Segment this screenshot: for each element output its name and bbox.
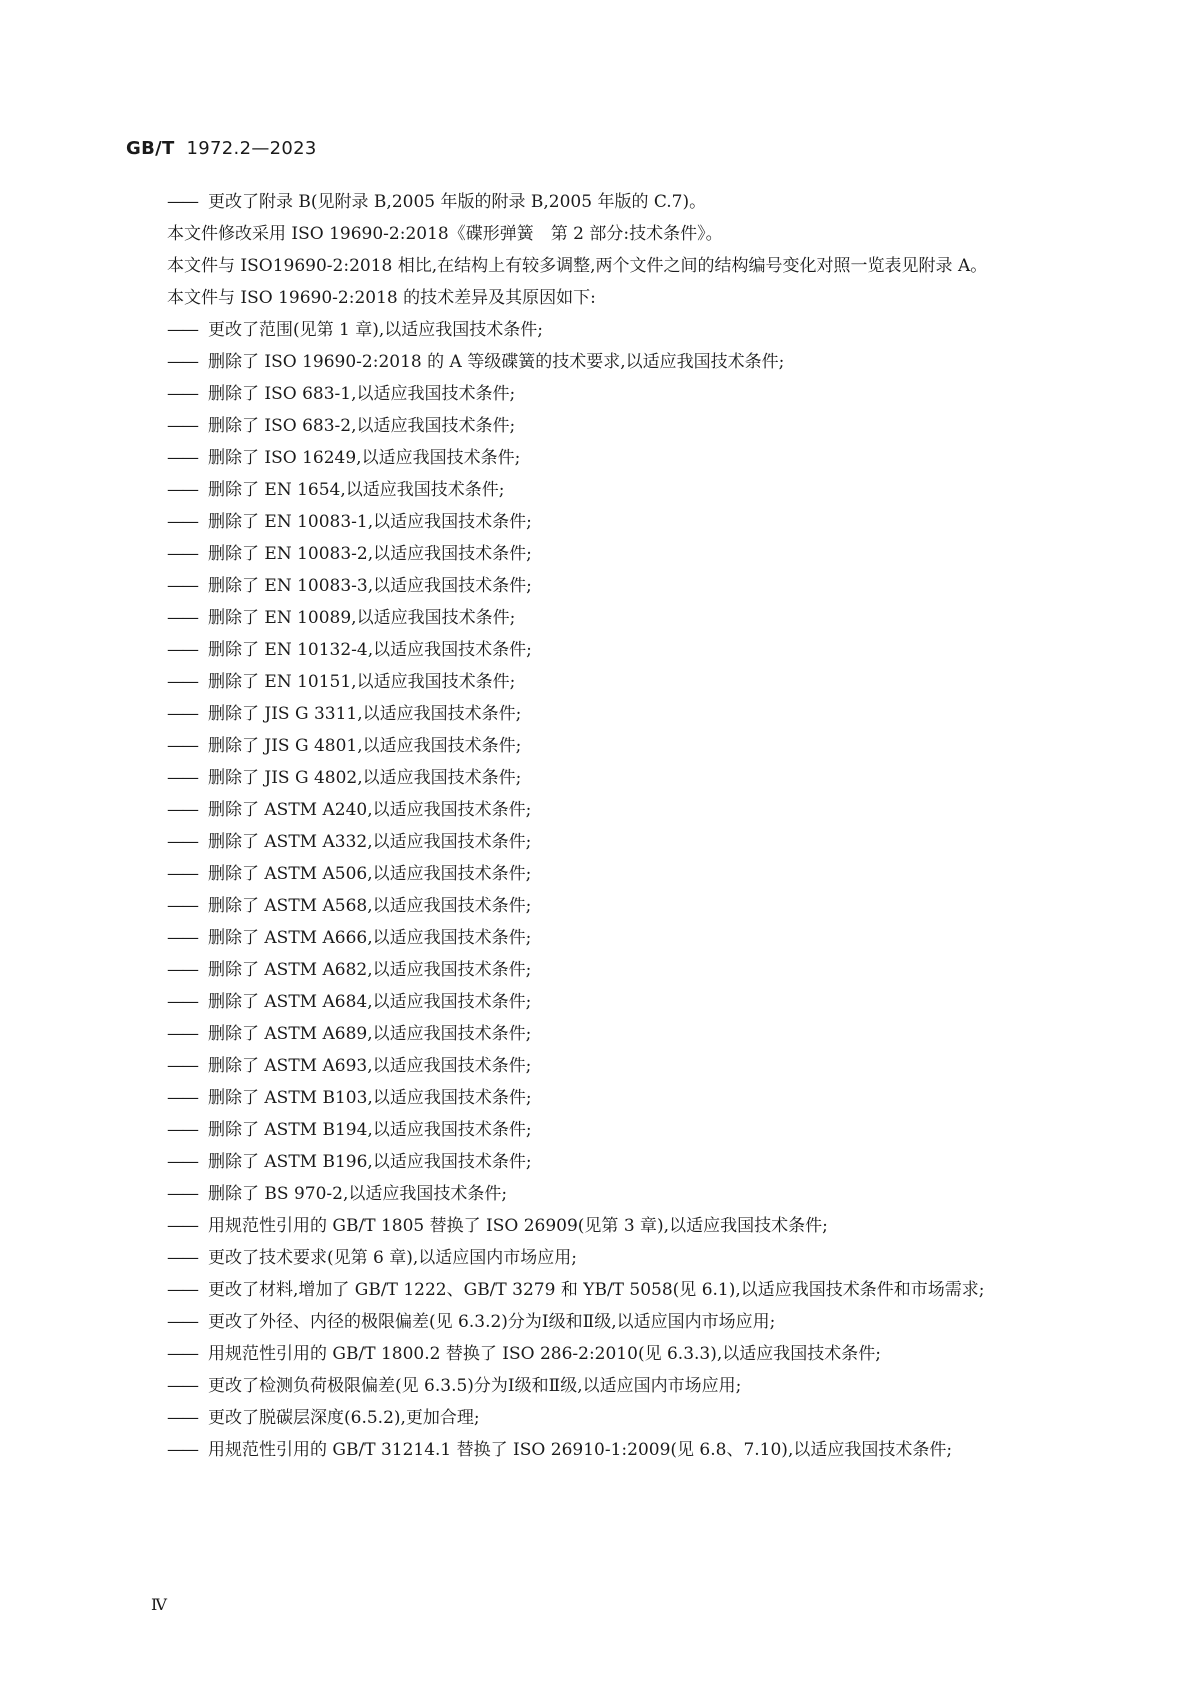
list-dash: ——: [167, 1280, 197, 1300]
list-item-text: 用规范性引用的 GB/T 1800.2 替换了 ISO 286-2:2010(见 6.3.3),以适应我国技术条件;: [208, 1344, 881, 1364]
list-dash: ——: [167, 192, 197, 212]
list-dash: ——: [167, 448, 197, 468]
paragraph: 本文件修改采用 ISO 19690-2:2018《碟形弹簧 第 2 部分:技术条件》。: [167, 224, 723, 244]
list-dash: ——: [167, 1088, 197, 1108]
list-dash: ——: [167, 1216, 197, 1236]
list-item: [167, 314, 1047, 346]
list-item: [167, 1050, 1047, 1082]
list-dash: ——: [167, 1344, 197, 1364]
list-dash: ——: [167, 480, 197, 500]
list-item-text: 删除了 ASTM A240,以适应我国技术条件;: [208, 800, 532, 820]
list-dash: ——: [167, 1184, 197, 1204]
list-item-text: 删除了 JIS G 4801,以适应我国技术条件;: [208, 736, 522, 756]
list-dash: ——: [167, 1248, 197, 1268]
list-item: [167, 1178, 1047, 1210]
list-item: [167, 858, 1047, 890]
list-dash: ——: [167, 896, 197, 916]
list-item: [167, 666, 1047, 698]
standard-number: 1972.2—2023: [186, 138, 317, 159]
list-item-text: 删除了 ASTM A332,以适应我国技术条件;: [208, 832, 532, 852]
list-item-text: 删除了 ISO 683-1,以适应我国技术条件;: [208, 384, 516, 404]
list-dash: ——: [167, 960, 197, 980]
list-dash: ——: [167, 1312, 197, 1332]
list-item: [167, 890, 1047, 922]
list-item-text: 删除了 ASTM A506,以适应我国技术条件;: [208, 864, 532, 884]
list-item-text: 删除了 EN 10083-2,以适应我国技术条件;: [208, 544, 532, 564]
standard-code: GB/T: [126, 138, 175, 159]
list-item: [167, 1210, 1047, 1242]
list-item-text: 删除了 EN 10089,以适应我国技术条件;: [208, 608, 516, 628]
list-dash: ——: [167, 704, 197, 724]
list-item-text: 用规范性引用的 GB/T 1805 替换了 ISO 26909(见第 3 章),以适应我国技术条件;: [208, 1216, 828, 1236]
paragraph: 本文件与 ISO19690-2:2018 相比,在结构上有较多调整,两个文件之间的结构编号变化对照一览表见附录 A。: [167, 256, 988, 276]
list-item: [167, 1402, 1047, 1434]
list-item-text: 删除了 ISO 16249,以适应我国技术条件;: [208, 448, 521, 468]
list-dash: ——: [167, 1376, 197, 1396]
list-dash: ——: [167, 576, 197, 596]
list-item-text: 删除了 ASTM A568,以适应我国技术条件;: [208, 896, 532, 916]
list-item-text: 用规范性引用的 GB/T 31214.1 替换了 ISO 26910-1:2009(见 6.8、7.10),以适应我国技术条件;: [208, 1440, 953, 1460]
list-dash: ——: [167, 352, 197, 372]
list-item-text: 删除了 EN 10083-1,以适应我国技术条件;: [208, 512, 532, 532]
list-item-text: 删除了 EN 10083-3,以适应我国技术条件;: [208, 576, 532, 596]
list-dash: ——: [167, 672, 197, 692]
list-item: [167, 410, 1047, 442]
list-item: [167, 794, 1047, 826]
list-item-text: 删除了 JIS G 3311,以适应我国技术条件;: [208, 704, 522, 724]
list-item-text: 更改了外径、内径的极限偏差(见 6.3.2)分为Ⅰ级和Ⅱ级,以适应国内市场应用;: [208, 1312, 776, 1332]
list-item-text: 删除了 BS 970-2,以适应我国技术条件;: [208, 1184, 508, 1204]
list-dash: ——: [167, 992, 197, 1012]
list-dash: ——: [167, 320, 197, 340]
list-item: [167, 922, 1047, 954]
list-dash: ——: [167, 832, 197, 852]
list-item-text: 删除了 EN 1654,以适应我国技术条件;: [208, 480, 505, 500]
list-dash: ——: [167, 1152, 197, 1172]
list-item: [167, 538, 1047, 570]
list-dash: ——: [167, 768, 197, 788]
list-item: [167, 602, 1047, 634]
paragraph: 本文件与 ISO 19690-2:2018 的技术差异及其原因如下:: [167, 288, 596, 308]
list-item-text: 删除了 ASTM A689,以适应我国技术条件;: [208, 1024, 532, 1044]
list-item-text: 删除了 ASTM B194,以适应我国技术条件;: [208, 1120, 532, 1140]
list-item-text: 更改了技术要求(见第 6 章),以适应国内市场应用;: [208, 1248, 578, 1268]
list-item: [167, 1242, 1047, 1274]
list-dash: ——: [167, 736, 197, 756]
list-item: [167, 1114, 1047, 1146]
list-item-text: 删除了 ASTM B196,以适应我国技术条件;: [208, 1152, 532, 1172]
list-item-text: 更改了材料,增加了 GB/T 1222、GB/T 3279 和 YB/T 5058(见 6.1),以适应我国技术条件和市场需求;: [208, 1280, 985, 1300]
list-dash: ——: [167, 1408, 197, 1428]
list-item: [167, 442, 1047, 474]
list-item-text: 更改了范围(见第 1 章),以适应我国技术条件;: [208, 320, 544, 340]
list-item: [167, 634, 1047, 666]
list-item: [167, 698, 1047, 730]
list-dash: ——: [167, 1440, 197, 1460]
list-item-text: 删除了 ISO 19690-2:2018 的 A 等级碟簧的技术要求,以适应我国技术条件;: [208, 352, 785, 372]
list-dash: ——: [167, 800, 197, 820]
list-item-text: 删除了 ASTM A684,以适应我国技术条件;: [208, 992, 532, 1012]
list-item: —— 更改了附录 B(见附录 B,2005 年版的附录 B,2005 年版的 C.7)。: [167, 186, 1047, 218]
list-item-text: 删除了 ASTM B103,以适应我国技术条件;: [208, 1088, 532, 1108]
list-dash: ——: [167, 544, 197, 564]
list-item: [167, 474, 1047, 506]
list-item: [167, 1434, 1047, 1466]
list-item-text: 删除了 ASTM A666,以适应我国技术条件;: [208, 928, 532, 948]
list-item: [167, 762, 1047, 794]
list-item: [167, 570, 1047, 602]
list-dash: ——: [167, 1024, 197, 1044]
list-dash: ——: [167, 928, 197, 948]
list-item: [167, 506, 1047, 538]
standard-header: [126, 138, 317, 159]
list-item-text: 删除了 EN 10151,以适应我国技术条件;: [208, 672, 516, 692]
list-item: [167, 1018, 1047, 1050]
list-item-text: 更改了检测负荷极限偏差(见 6.3.5)分为Ⅰ级和Ⅱ级,以适应国内市场应用;: [208, 1376, 742, 1396]
list-item: [167, 826, 1047, 858]
list-dash: ——: [167, 416, 197, 436]
list-item: [167, 730, 1047, 762]
list-item-text: 删除了 ISO 683-2,以适应我国技术条件;: [208, 416, 516, 436]
list-item: [167, 378, 1047, 410]
list-item: [167, 1146, 1047, 1178]
list-dash: ——: [167, 608, 197, 628]
list-dash: ——: [167, 384, 197, 404]
list-item-text: 删除了 EN 10132-4,以适应我国技术条件;: [208, 640, 532, 660]
list-dash: ——: [167, 640, 197, 660]
list-item: [167, 954, 1047, 986]
list-item-text: 更改了脱碳层深度(6.5.2),更加合理;: [208, 1408, 480, 1428]
list-item: [167, 346, 1047, 378]
list-dash: ——: [167, 512, 197, 532]
list-item: [167, 1370, 1047, 1402]
list-item: [167, 1338, 1047, 1370]
list-item-text: 删除了 ASTM A693,以适应我国技术条件;: [208, 1056, 532, 1076]
list-item-text: 删除了 JIS G 4802,以适应我国技术条件;: [208, 768, 522, 788]
list-item: [167, 1306, 1047, 1338]
list-item-text: 删除了 ASTM A682,以适应我国技术条件;: [208, 960, 532, 980]
list-item: [167, 1082, 1047, 1114]
document-body: [167, 186, 1047, 1466]
list-item: [167, 1274, 1047, 1306]
difference-list: [167, 314, 1047, 1466]
list-dash: ——: [167, 864, 197, 884]
page-number: Ⅳ: [151, 1595, 167, 1614]
list-item: [167, 986, 1047, 1018]
list-dash: ——: [167, 1056, 197, 1076]
list-dash: ——: [167, 1120, 197, 1140]
